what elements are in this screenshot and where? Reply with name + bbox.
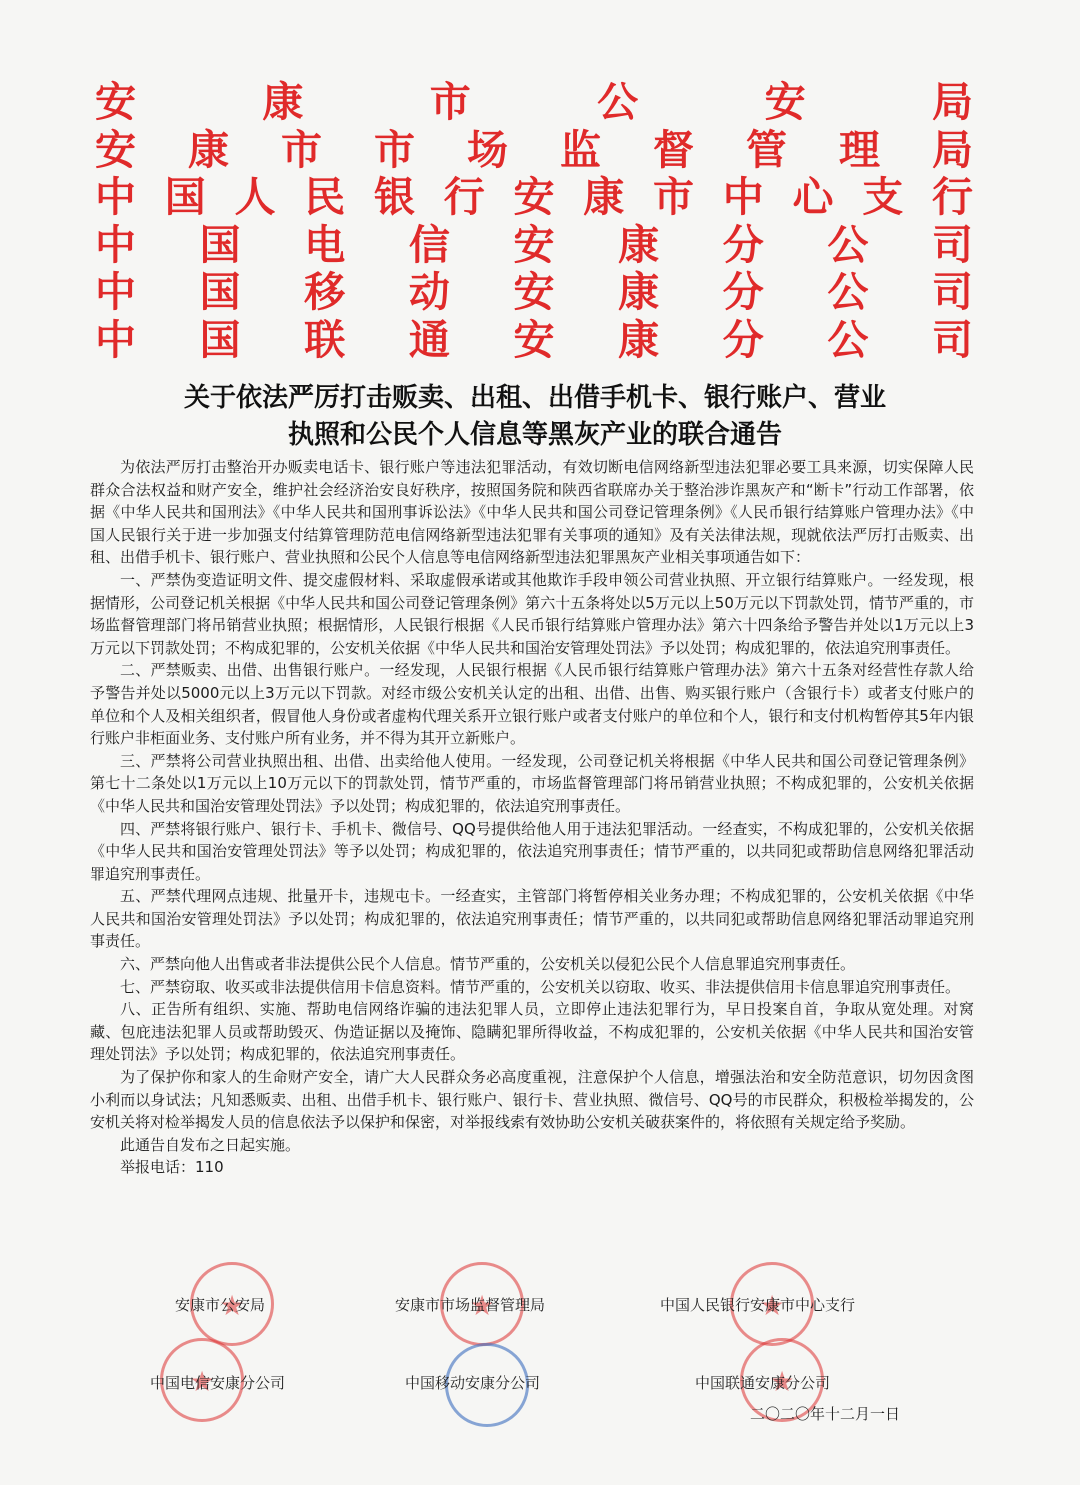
issuer-char: 安	[95, 125, 136, 174]
signatory-police: 安康市公安局	[175, 1296, 266, 1314]
issuer-char: 分	[722, 220, 764, 269]
issuer-char: 分	[722, 268, 764, 316]
issuer-char: 心	[792, 173, 834, 221]
issuer-char: 安	[95, 78, 136, 126]
issuer-char: 局	[932, 125, 973, 174]
issuer-char: 监	[560, 125, 601, 174]
issuer-char: 动	[408, 268, 450, 316]
paragraph-item-1: 一、严禁伪变造证明文件、提交虚假材料、采取虚假承诺或其他欺诈手段申领公司营业执照、开立银行结算账户。一经发现，根据情形，公司登记机关根据《中华人民共和国公司登记管理条例》第六十五条将处以5万元以上50万元以下罚款处罚，情节严重的，市场监督管理部门将吊销营业执照；根据情形，人民银行根据《人民币银行结算账户管理办法》第六十四条给予警告并处以1万元以上3万元以下罚款处罚；不构成犯罪的，公安机关依据《中华人民共和国治安管理处罚法》予以处罚；构成犯罪的，依法追究刑事责任。	[90, 570, 974, 657]
issuer-char: 安	[513, 220, 555, 269]
issuer-char: 场	[467, 125, 508, 174]
notice-body	[90, 456, 974, 1179]
paragraph-appeal: 为了保护你和家人的生命财产安全，请广大人民群众务必高度重视，注意保护个人信息，增强法治和安全防范意识，切勿因贪图小利而以身试法；凡知悉贩卖、出租、出借手机卡、银行账户、银行卡、营业执照、微信号、QQ号的市民群众，积极检举揭发的，公安机关将对检举揭发人员的信息依法予以保护和保密，对举报线索有效协助公安机关破获案件的，将依照有关规定给予奖励。	[90, 1068, 974, 1132]
issuer-char: 国	[164, 173, 206, 221]
issuer-char: 公	[597, 78, 639, 126]
issuer-line-4	[95, 221, 973, 269]
issuer-line-3	[95, 173, 973, 221]
issuer-char: 国	[199, 220, 241, 269]
issuer-char: 公	[827, 268, 869, 316]
issuer-char: 安	[764, 78, 806, 126]
issuer-char: 司	[932, 220, 973, 269]
issuer-char: 安	[513, 268, 555, 316]
title-line-2: 执照和公民个人信息等黑灰产业的联合通告	[287, 420, 782, 450]
issuer-char: 行	[443, 173, 485, 221]
signatory-market-supervision: 安康市市场监督管理局	[395, 1296, 546, 1314]
paragraph-item-5: 五、严禁代理网点违规、批量开卡，违规屯卡。一经查实，主管部门将暂停相关业务办理；不构成犯罪的，公安机关依据《中华人民共和国治安管理处罚法》予以处罚；构成犯罪的，依法追究刑事责任；情节严重的，以共同犯或帮助信息网络犯罪活动罪追究刑事责任。	[90, 887, 974, 951]
issue-date: 二〇二〇年十二月一日	[750, 1405, 901, 1423]
signatory-unicom: 中国联通安康分公司	[695, 1374, 831, 1392]
issuer-char: 康	[618, 220, 660, 269]
paragraph-item-7: 七、严禁窃取、收买或非法提供信用卡信息资料。情节严重的，公安机关以窃取、收买、非法提供信用卡信息罪追究刑事责任。	[120, 977, 961, 996]
issuer-char: 市	[374, 125, 415, 174]
title-line-1: 关于依法严厉打击贩卖、出租、出借手机卡、银行账户、营业	[183, 383, 886, 413]
issuer-char: 安	[513, 173, 555, 221]
issuer-char: 分	[722, 315, 764, 364]
issuer-char: 司	[932, 268, 973, 316]
signatory-central-bank: 中国人民银行安康市中心支行	[660, 1296, 856, 1314]
issuer-char: 中	[95, 315, 136, 364]
issuer-char: 局	[931, 78, 973, 126]
issuer-char: 安	[513, 315, 555, 364]
issuer-line-5	[95, 268, 973, 316]
issuer-char: 康	[262, 78, 304, 126]
issuer-line-1	[95, 78, 973, 126]
paragraph-intro: 为依法严厉打击整治开办贩卖电话卡、银行账户等违法犯罪活动，有效切断电信网络新型违法犯罪必要工具来源，切实保障人民群众合法权益和财产安全，维护社会经济治安良好秩序，按照国务院和陕西省联席办关于整治涉诈黑灰产和“断卡”行动工作部署，依据《中华人民共和国刑法》《中华人民共和国刑事诉讼法》《中华人民共和国公司登记管理条例》《人民币银行结算账户管理办法》《中国人民银行关于进一步加强支付结算管理防范电信网络新型违法犯罪有关事项的通知》及有关法律法规，现就依法严厉打击贩卖、出租、出借手机卡、银行账户、营业执照和公民个人信息等电信网络新型违法犯罪黑灰产业相关事项通告如下：	[90, 458, 974, 567]
issuer-char: 司	[932, 315, 973, 364]
paragraph-item-4: 四、严禁将银行账户、银行卡、手机卡、微信号、QQ号提供给他人用于违法犯罪活动。一经查实，不构成犯罪的，公安机关依据《中华人民共和国治安管理处罚法》等予以处罚；构成犯罪的，依法追究刑事责任；情节严重的，以共同犯或帮助信息网络犯罪活动罪追究刑事责任。	[90, 819, 974, 883]
issuer-char: 中	[95, 268, 136, 316]
issuer-char: 通	[408, 315, 450, 364]
paragraph-item-2: 二、严禁贩卖、出借、出售银行账户。一经发现，人民银行根据《人民币银行结算账户管理办法》第六十五条对经营性存款人给予警告并处以5000元以上3万元以下罚款。对经市级公安机关认定的出租、出借、出售、购买银行账户（含银行卡）或者支付账户的单位和个人及相关组织者，假冒他人身份或者虚构代理关系开立银行账户或者支付账户的单位和个人，银行和支付机构暂停其5年内银行账户非柜面业务、支付账户所有业务，并不得为其开立新账户。	[90, 661, 974, 748]
issuer-char: 中	[95, 220, 136, 269]
issuer-char: 康	[618, 315, 660, 364]
issuer-char: 民	[304, 173, 346, 221]
issuer-char: 市	[429, 78, 471, 126]
issuer-char: 联	[304, 315, 346, 364]
issuer-char: 行	[932, 173, 973, 221]
issuer-char: 中	[722, 173, 764, 221]
issuer-char: 移	[304, 268, 346, 316]
issuer-char: 康	[618, 268, 660, 316]
issuer-char: 管	[746, 125, 787, 174]
issuer-char: 理	[839, 125, 880, 174]
issuing-agencies-header	[95, 78, 973, 363]
issuer-char: 支	[862, 173, 904, 221]
issuer-char: 中	[95, 173, 136, 221]
issuer-char: 市	[281, 125, 322, 174]
issuer-line-2	[95, 126, 973, 174]
issuer-char: 市	[653, 173, 694, 221]
issuer-char: 康	[583, 173, 625, 221]
issuer-char: 督	[653, 125, 694, 174]
issuer-char: 人	[234, 173, 276, 221]
issuer-char: 电	[304, 220, 346, 269]
issuer-char: 国	[199, 315, 241, 364]
notice-title	[85, 380, 985, 454]
issuer-char: 康	[188, 125, 229, 174]
paragraph-item-3: 三、严禁将公司营业执照出租、出借、出卖给他人使用。一经发现，公司登记机关将根据《中华人民共和国公司登记管理条例》第七十二条处以1万元以上10万元以下的罚款处罚，情节严重的，市场监督管理部门将吊销营业执照；不构成犯罪的，公安机关依据《中华人民共和国治安管理处罚法》予以处罚；构成犯罪的，依法追究刑事责任。	[90, 751, 974, 815]
report-hotline: 举报电话：110	[120, 1158, 224, 1177]
issuer-char: 银	[374, 173, 415, 221]
issuer-char: 公	[827, 220, 869, 269]
issuer-line-6	[95, 316, 973, 364]
issuer-char: 国	[199, 268, 241, 316]
issuer-char: 公	[827, 315, 869, 364]
paragraph-effective: 此通告自发布之日起实施。	[120, 1135, 301, 1154]
signatory-telecom: 中国电信安康分公司	[150, 1374, 286, 1392]
paragraph-item-6: 六、严禁向他人出售或者非法提供公民个人信息。情节严重的，公安机关以侵犯公民个人信息罪追究刑事责任。	[120, 955, 856, 974]
paragraph-item-8: 八、正告所有组织、实施、帮助电信网络诈骗的违法犯罪人员，立即停止违法犯罪行为，早日投案自首，争取从宽处理。对窝藏、包庇违法犯罪人员或帮助毁灭、伪造证据以及掩饰、隐瞒犯罪所得收益，不构成犯罪的，公安机关依据《中华人民共和国治安管理处罚法》予以处罚；构成犯罪的，依法追究刑事责任。	[90, 1000, 974, 1064]
issuer-char: 信	[408, 220, 450, 269]
signatory-mobile: 中国移动安康分公司	[405, 1374, 541, 1392]
